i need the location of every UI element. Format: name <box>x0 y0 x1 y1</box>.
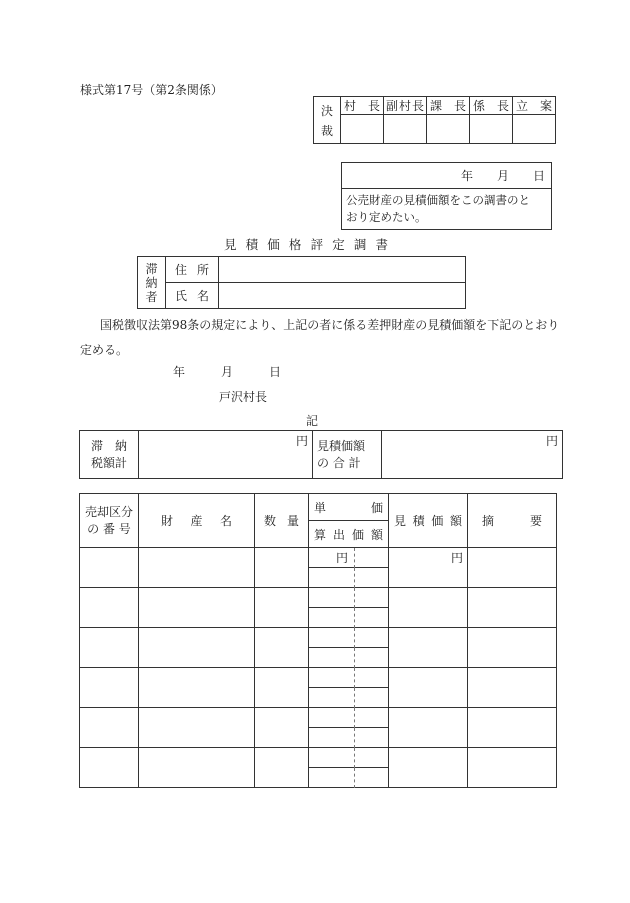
decimal-divider <box>354 568 355 588</box>
body-text-line1: 国税徴収法第98条の規定により、上記の者に係る差押財産の見積価額を下記のとおり <box>100 318 560 332</box>
label-char: 裁 <box>320 123 333 138</box>
quantity-cell[interactable] <box>255 748 309 788</box>
quantity-cell[interactable] <box>255 548 309 588</box>
sale-number-cell[interactable] <box>80 668 139 708</box>
approval-stamp-deputy <box>384 115 427 144</box>
unit-price-cell[interactable] <box>309 668 389 688</box>
address-label: 住所 <box>166 257 219 283</box>
estimate-price-cell[interactable] <box>389 668 468 708</box>
quantity-cell[interactable] <box>255 588 309 628</box>
remarks-cell[interactable] <box>468 708 557 748</box>
estimate-price-cell[interactable] <box>389 628 468 668</box>
yen-unit: 円 <box>295 434 308 448</box>
calc-price-cell[interactable] <box>309 728 389 748</box>
remarks-cell[interactable] <box>468 548 557 588</box>
col-unit-price: 単価 <box>309 494 389 521</box>
table-row <box>80 628 557 648</box>
decimal-divider <box>354 768 355 788</box>
property-name-cell[interactable] <box>139 748 255 788</box>
decimal-divider <box>354 708 355 728</box>
approval-stamp-section-chief <box>427 115 470 144</box>
yen-unit: 円 <box>450 551 463 565</box>
calc-price-cell[interactable] <box>309 688 389 708</box>
table-row <box>80 748 557 768</box>
remarks-cell[interactable] <box>468 668 557 708</box>
ki-mark: 記 <box>306 414 319 428</box>
estimate-price-cell[interactable] <box>389 748 468 788</box>
calc-price-cell[interactable] <box>309 568 389 588</box>
unit-price-cell[interactable] <box>309 708 389 728</box>
delinquent-label <box>138 257 166 309</box>
estimate-price-cell[interactable] <box>389 548 468 588</box>
delinquent-table <box>137 256 466 309</box>
decimal-divider <box>354 748 355 768</box>
form-number: 様式第17号（第2条関係） <box>80 83 223 97</box>
sale-number-cell[interactable] <box>80 588 139 628</box>
yen-unit: 円 <box>335 551 348 565</box>
approval-col-drafter: 立案 <box>513 97 556 115</box>
calc-price-cell[interactable] <box>309 648 389 668</box>
remarks-cell[interactable] <box>468 628 557 668</box>
body-date: 年 月 日 <box>173 365 282 379</box>
decision-date: 年 月 日 <box>342 163 552 189</box>
quantity-cell[interactable] <box>255 628 309 668</box>
body-text-line2: 定める。 <box>80 343 129 357</box>
label-char: 者 <box>145 289 158 304</box>
approval-col-mayor: 村長 <box>341 97 384 115</box>
sale-number-cell[interactable] <box>80 628 139 668</box>
property-name-cell[interactable] <box>139 628 255 668</box>
estimate-total-field[interactable] <box>382 431 563 479</box>
decimal-divider <box>354 608 355 628</box>
estimate-price-cell[interactable] <box>389 588 468 628</box>
approval-label <box>314 97 341 144</box>
property-name-cell[interactable] <box>139 668 255 708</box>
estimate-price-cell[interactable] <box>389 708 468 748</box>
decimal-divider <box>354 628 355 648</box>
unit-price-cell[interactable] <box>309 588 389 608</box>
property-name-cell[interactable] <box>139 708 255 748</box>
approval-col-deputy: 副村長 <box>384 97 427 115</box>
calc-price-cell[interactable] <box>309 768 389 788</box>
remarks-cell[interactable] <box>468 588 557 628</box>
yen-unit: 円 <box>545 434 558 448</box>
decimal-divider <box>354 688 355 708</box>
approval-stamp-drafter <box>513 115 556 144</box>
detail-table <box>79 493 557 788</box>
name-label: 氏名 <box>166 283 219 309</box>
approval-table <box>313 96 556 144</box>
col-property-name: 財産名 <box>139 494 255 548</box>
signer: 戸沢村長 <box>219 390 268 404</box>
decision-box <box>341 162 552 230</box>
decimal-divider <box>354 588 355 608</box>
unit-price-cell[interactable] <box>309 748 389 768</box>
tax-total-label: 滞 納 税額計 <box>80 431 139 479</box>
sale-number-cell[interactable] <box>80 708 139 748</box>
col-estimate-price: 見積価額 <box>389 494 468 548</box>
approval-col-section-chief: 課長 <box>427 97 470 115</box>
unit-price-cell[interactable] <box>309 548 389 568</box>
decimal-divider <box>354 648 355 668</box>
document-title: 見積価格評定調書 <box>224 237 388 252</box>
approval-col-unit-chief: 係長 <box>470 97 513 115</box>
col-remarks: 摘要 <box>468 494 557 548</box>
approval-stamp-unit-chief <box>470 115 513 144</box>
summary-table <box>79 430 563 479</box>
property-name-cell[interactable] <box>139 548 255 588</box>
estimate-total-label: 見積価額 の 合 計 <box>313 431 382 479</box>
address-field[interactable] <box>219 257 466 283</box>
name-field[interactable] <box>219 283 466 309</box>
property-name-cell[interactable] <box>139 588 255 628</box>
label-char: 滞 <box>145 261 158 276</box>
quantity-cell[interactable] <box>255 708 309 748</box>
table-row <box>80 668 557 688</box>
table-row <box>80 588 557 608</box>
unit-price-cell[interactable] <box>309 628 389 648</box>
remarks-cell[interactable] <box>468 748 557 788</box>
table-row <box>80 708 557 728</box>
col-calc-price: 算出価額 <box>309 521 389 548</box>
approval-stamp-mayor <box>341 115 384 144</box>
tax-total-field[interactable] <box>139 431 313 479</box>
col-sale-number: 売却区分 の 番 号 <box>80 494 139 548</box>
calc-price-cell[interactable] <box>309 608 389 628</box>
table-row <box>80 548 557 568</box>
quantity-cell[interactable] <box>255 668 309 708</box>
label-char: 決 <box>320 103 333 118</box>
decimal-divider <box>354 548 355 568</box>
sale-number-cell[interactable] <box>80 748 139 788</box>
sale-number-cell[interactable] <box>80 548 139 588</box>
col-quantity: 数量 <box>255 494 309 548</box>
decimal-divider <box>354 668 355 688</box>
label-char: 納 <box>145 275 158 290</box>
decimal-divider <box>354 728 355 748</box>
decision-note: 公売財産の見積価額をこの調書のと おり定めたい。 <box>342 189 552 230</box>
